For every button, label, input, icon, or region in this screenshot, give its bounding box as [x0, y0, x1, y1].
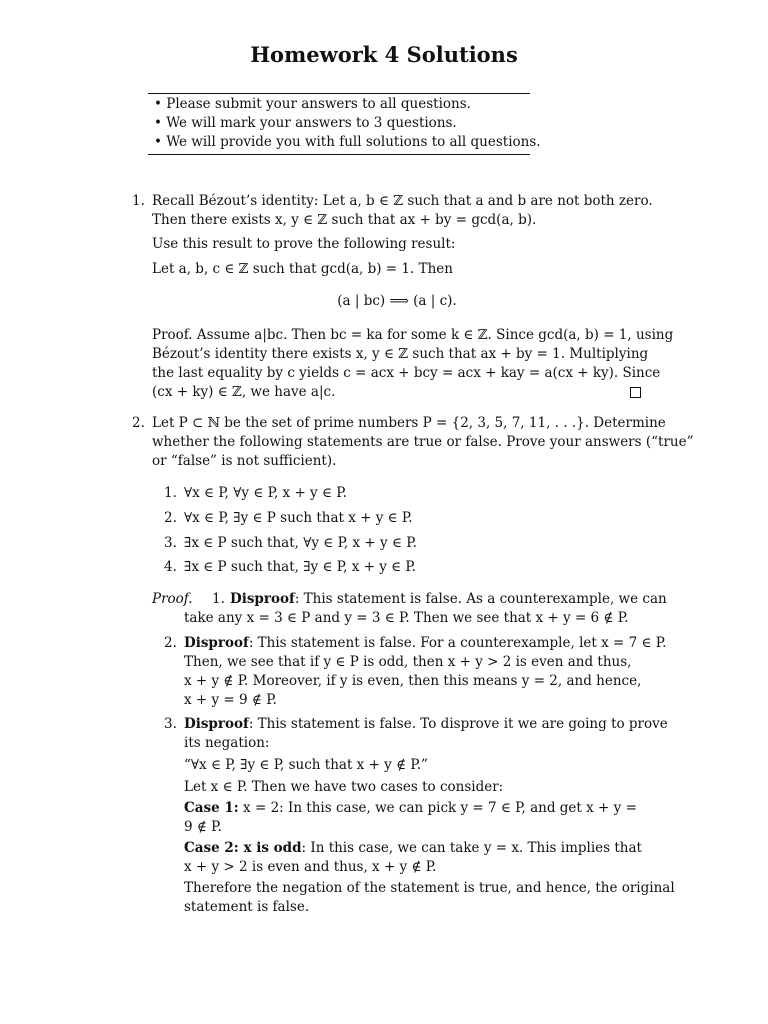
q1-proof: Bézout’s identity there exists x, y ∈ ℤ such that ax + by = 1. Multiplying	[152, 346, 649, 362]
disproof-text: : This statement is false. To disprove it we are going to prove	[248, 716, 668, 732]
question-number: 1.	[132, 193, 145, 209]
q2-text: Let P ⊂ ℕ be the set of prime numbers P = {2, 3, 5, 7, 11, . . .}. Determine	[152, 415, 666, 431]
statement-number: 1.	[164, 485, 177, 501]
q2-text: whether the following statements are true or false. Prove your answers (“true”	[152, 434, 694, 450]
case-2-line	[184, 839, 642, 858]
statement-number: 4.	[164, 559, 177, 575]
negation-statement: “∀x ∈ P, ∃y ∈ P, such that x + y ∉ P.”	[184, 757, 428, 773]
q1-proof: the last equality by c yields c = acx + bcy = acx + kay = a(cx + ky). Since	[152, 365, 661, 381]
q1-text: Use this result to prove the following result:	[152, 236, 456, 252]
statement-text: ∃x ∈ P such that, ∀y ∈ P, x + y ∈ P.	[184, 535, 417, 551]
disproof-text: : This statement is false. As a counterexample, we can	[294, 591, 667, 607]
q1-proof: Proof. Assume a|bc. Then bc = ka for some k ∈ ℤ. Since gcd(a, b) = 1, using	[152, 327, 674, 343]
statement-text: ∃x ∈ P such that, ∃y ∈ P, x + y ∈ P.	[184, 559, 417, 575]
disproof-number: 3.	[164, 716, 177, 732]
statement-number: 3.	[164, 535, 177, 551]
instruction-line: • Please submit your answers to all questions.	[154, 96, 471, 112]
q1-text: Then there exists x, y ∈ ℤ such that ax + by = gcd(a, b).	[152, 212, 537, 228]
disproof-line	[230, 590, 667, 609]
case-2-condition: x is odd	[238, 840, 302, 856]
case-1-line	[184, 799, 637, 818]
case-1-label: Case 1:	[184, 800, 239, 816]
q2-text: or “false” is not sufficient).	[152, 453, 337, 469]
case-2-text: : In this case, we can take y = x. This implies that	[301, 840, 642, 856]
disproof-text: x + y = 9 ∉ P.	[184, 692, 277, 708]
statement-number: 2.	[164, 510, 177, 526]
instructions-box	[148, 93, 541, 155]
disproof-text: its negation:	[184, 735, 270, 751]
proof-label: Proof.	[152, 591, 193, 607]
disproof-number: 2.	[164, 635, 177, 651]
disproof-text: take any x = 3 ∈ P and y = 3 ∈ P. Then we see that x + y = 6 ∉ P.	[184, 610, 629, 626]
page-title: Homework 4 Solutions	[250, 42, 518, 67]
disproof-line	[184, 634, 666, 653]
q1-text: Recall Bézout’s identity: Let a, b ∈ ℤ such that a and b are not both zero.	[152, 193, 653, 209]
statement-text: ∀x ∈ P, ∀y ∈ P, x + y ∈ P.	[184, 485, 347, 501]
q1-formula: (a | bc) ⟹ (a | c).	[337, 293, 457, 309]
statement-text: ∀x ∈ P, ∃y ∈ P such that x + y ∈ P.	[184, 510, 413, 526]
instruction-line: • We will mark your answers to 3 questions.	[154, 115, 457, 131]
case-2-text: x + y > 2 is even and thus, x + y ∉ P.	[184, 859, 437, 875]
conclusion-text: Therefore the negation of the statement is true, and hence, the original	[184, 880, 675, 896]
question-number: 2.	[132, 415, 145, 431]
q1-proof: (cx + ky) ∈ ℤ, we have a|c.	[152, 384, 336, 400]
qed-square-icon	[630, 387, 641, 398]
instruction-line: • We will provide you with full solutions to all questions.	[154, 134, 541, 150]
disproof-number: 1.	[212, 591, 225, 607]
disproof-line	[184, 715, 668, 734]
q1-text: Let a, b, c ∈ ℤ such that gcd(a, b) = 1. Then	[152, 261, 453, 277]
disproof-text: x + y ∉ P. Moreover, if y is even, then this means y = 2, and hence,	[184, 673, 642, 689]
disproof-text: : This statement is false. For a counterexample, let x = 7 ∈ P.	[248, 635, 667, 651]
disproof-label: Disproof	[184, 716, 249, 732]
disproof-text: Let x ∈ P. Then we have two cases to consider:	[184, 779, 504, 795]
case-1-text: 9 ∉ P.	[184, 819, 222, 835]
disproof-text: Then, we see that if y ∈ P is odd, then x + y > 2 is even and thus,	[184, 654, 632, 670]
disproof-label: Disproof	[230, 591, 295, 607]
conclusion-text: statement is false.	[184, 899, 310, 915]
case-2-label: Case 2:	[184, 840, 239, 856]
case-1-text: x = 2: In this case, we can pick y = 7 ∈ P, and get x + y =	[238, 800, 637, 816]
disproof-label: Disproof	[184, 635, 249, 651]
